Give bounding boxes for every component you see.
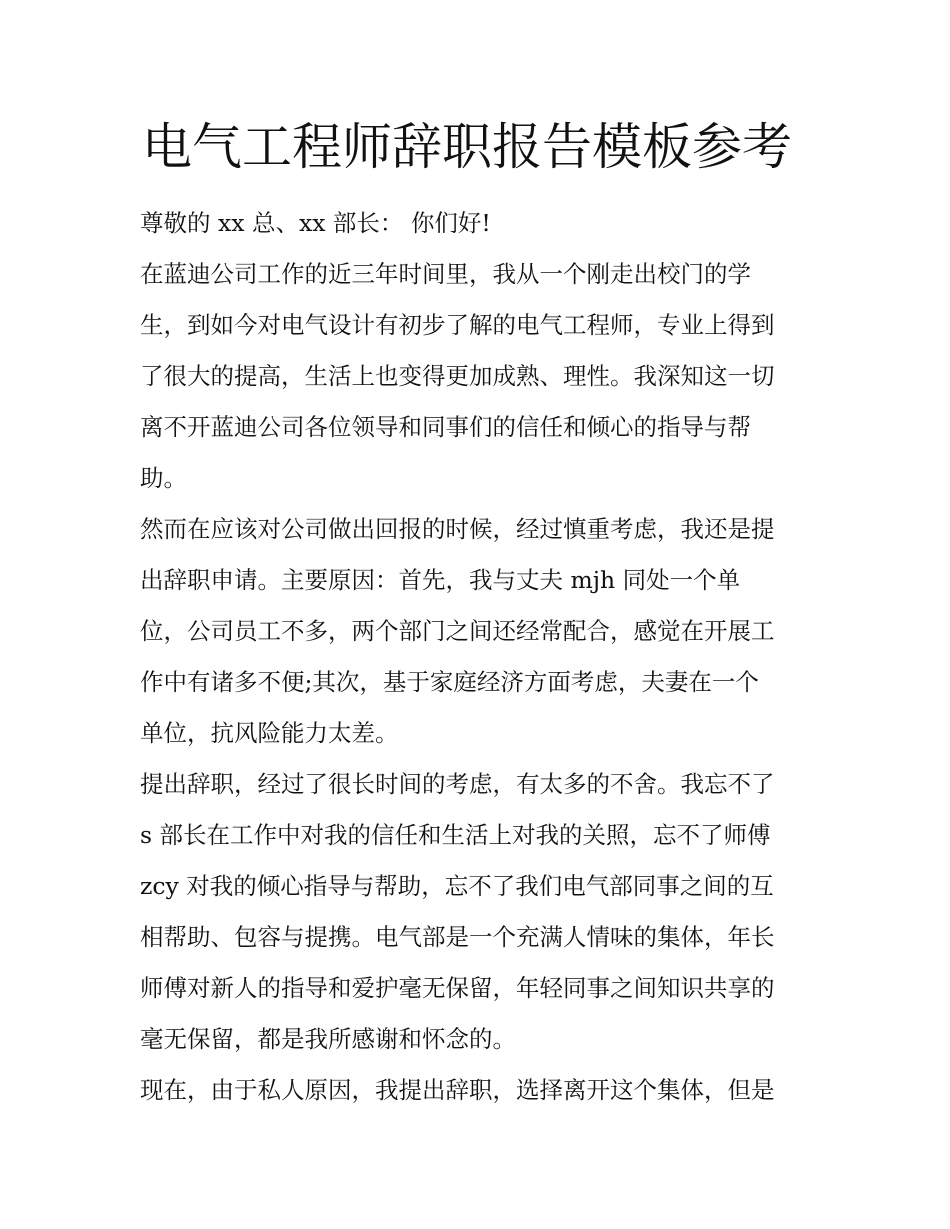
body-line: 作中有诸多不便;其次，基于家庭经济方面考虑，夫妻在一个 (140, 668, 759, 696)
body-line: 了很大的提高，生活上也变得更加成熟、理性。我深知这一切 (140, 362, 775, 390)
body-line: 生，到如今对电气设计有初步了解的电气工程师，专业上得到 (140, 311, 775, 339)
body-line: 提出辞职，经过了很长时间的考虑，有太多的不舍。我忘不了 (140, 770, 775, 798)
body-line: 相帮助、包容与提携。电气部是一个充满人情味的集体，年长 (140, 923, 775, 951)
body-line: 毫无保留，都是我所感谢和怀念的。 (140, 1025, 516, 1053)
body-line: 现在，由于私人原因，我提出辞职，选择离开这个集体，但是 (140, 1076, 775, 1104)
body-line: 离不开蓝迪公司各位领导和同事们的信任和倾心的指导与帮 (140, 413, 751, 441)
body-line: 出辞职申请。主要原因：首先，我与丈夫 mjh 同处一个单 (140, 566, 741, 594)
body-line: s 部长在工作中对我的信任和生活上对我的关照，忘不了师傅 (140, 821, 771, 849)
body-line: 位，公司员工不多，两个部门之间还经常配合，感觉在开展工 (140, 617, 775, 645)
body-line: 师傅对新人的指导和爱护毫无保留，年轻同事之间知识共享的 (140, 974, 775, 1002)
body-line: zcy 对我的倾心指导与帮助，忘不了我们电气部同事之间的互 (140, 872, 774, 900)
body-line: 然而在应该对公司做出回报的时候，经过慎重考虑，我还是提 (140, 515, 775, 543)
body-line: 单位，抗风险能力太差。 (140, 719, 399, 747)
body-line: 在蓝迪公司工作的近三年时间里，我从一个刚走出校门的学 (140, 260, 751, 288)
page-title: 电气工程师辞职报告模板参考 (142, 118, 792, 176)
body-line: 助。 (140, 464, 187, 492)
salutation-line: 尊敬的 xx 总、xx 部长： 你们好! (140, 209, 491, 237)
